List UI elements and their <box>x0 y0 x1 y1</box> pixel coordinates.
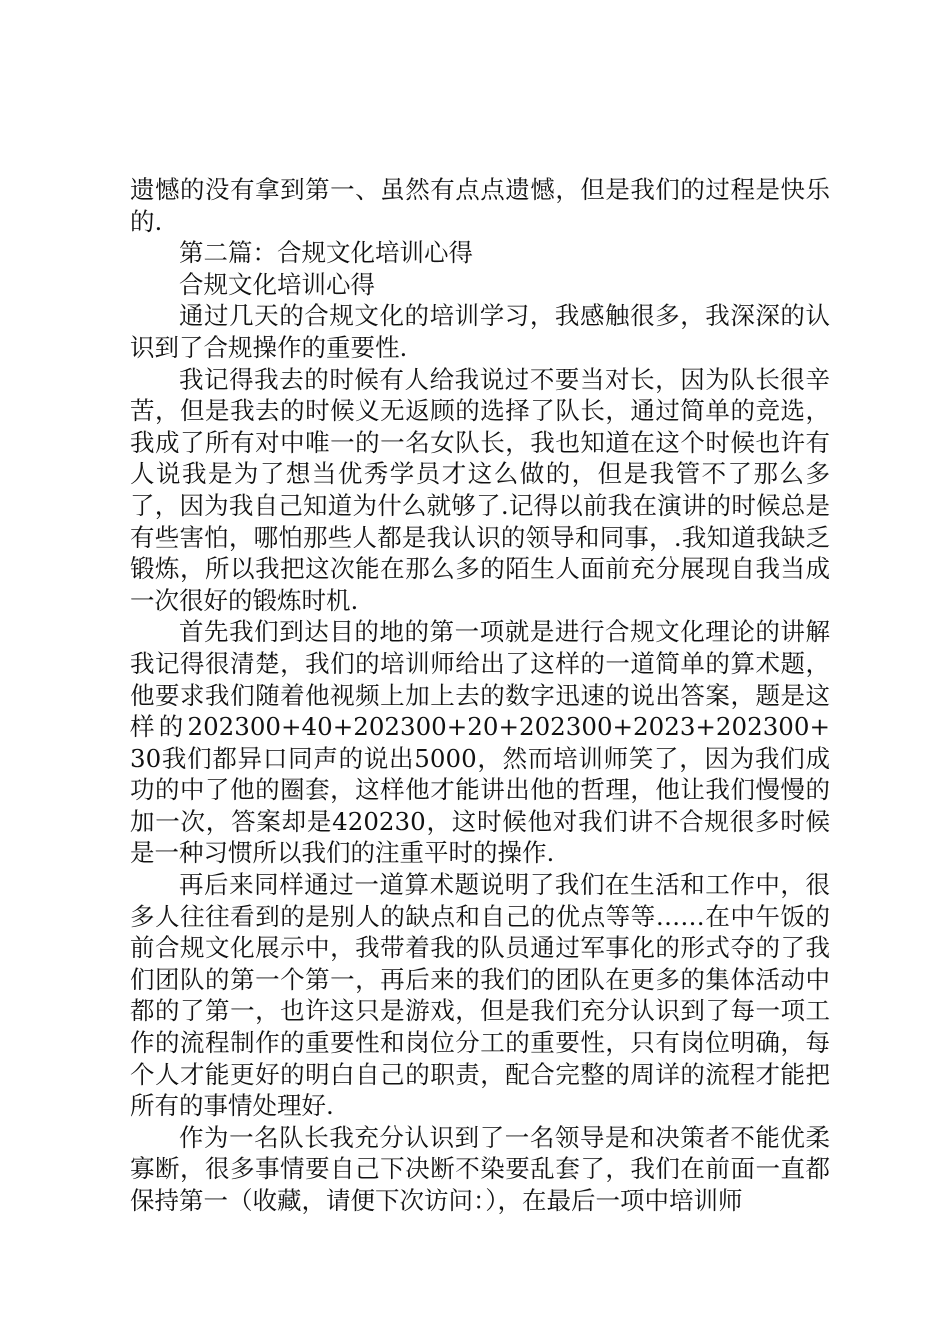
document-page <box>130 174 830 1217</box>
paragraph-6: 作为一名队长我充分认识到了一名领导是和决策者不能优柔寡断，很多事情要自己下决断不染要乱套了，我们在前面一直都保持第一（收藏，请便下次访问：），在最后一项中培训师 <box>130 1122 830 1215</box>
paragraph-5: 再后来同样通过一道算术题说明了我们在生活和工作中，很多人往往看到的是别人的缺点和自己的优点等等……在中午饭的前合规文化展示中，我带着我的队员通过军事化的形式夺的了我们团队的第一个第一，再后来的我们的团队在更多的集体活动中都的了第一，也许这只是游戏，但是我们充分认识到了每一项工作的流程制作的重要性和岗位分工的重要性，只有岗位明确，每个人才能更好的明白自己的职责，配合完整的周详的流程才能把所有的事情处理好. <box>130 870 830 1121</box>
paragraph-2: 通过几天的合规文化的培训学习，我感触很多，我深深的认识到了合规操作的重要性. <box>130 301 830 362</box>
paragraph-4: 首先我们到达目的地的第一项就是进行合规文化理论的讲解我记得很清楚，我们的培训师给出了这样的一道简单的算术题，他要求我们随着他视频上加上去的数字迅速的说出答案，题是这样的202300+40+202300+20+202300+2023+202300+30我们都异口同声的说出5000，然而培训师笑了，因为我们成功的中了他的圈套，这样他才能讲出他的哲理，他让我们慢慢的加一次，答案却是420230，这时候他对我们讲不合规很多时候是一种习惯所以我们的注重平时的操作. <box>130 617 830 868</box>
paragraph-3: 我记得我去的时候有人给我说过不要当对长，因为队长很辛苦，但是我去的时候义无返顾的选择了队长，通过简单的竞选，我成了所有对中唯一的一名女队长，我也知道在这个时候也许有人说我是为了想当优秀学员才这么做的，但是我管不了那么多了，因为我自己知道为什么就够了.记得以前我在演讲的时候总是有些害怕，哪怕那些人都是我认识的领导和同事，.我知道我缺乏锻炼，所以我把这次能在那么多的陌生人面前充分展现自我当成一次很好的锻炼时机. <box>130 364 830 615</box>
section-heading: 第二篇：合规文化培训心得 <box>179 238 473 268</box>
paragraph-1: 遗憾的没有拿到第一、虽然有点点遗憾，但是我们的过程是快乐的. <box>130 175 830 236</box>
article-title: 合规文化培训心得 <box>179 269 375 299</box>
